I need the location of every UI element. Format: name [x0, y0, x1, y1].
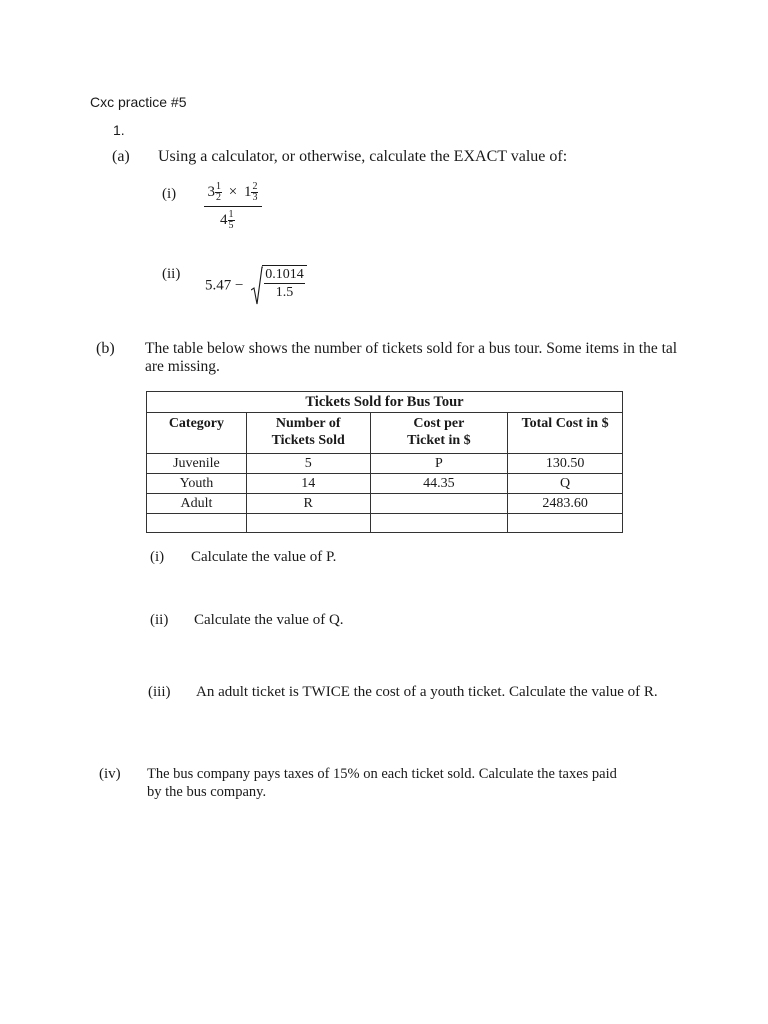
cell-category: Youth — [147, 474, 247, 494]
cell-number: 14 — [246, 474, 370, 494]
mixed-number-term1: 3 $\frac{1}{2}$ — [207, 181, 222, 203]
document-title: Cxc practice #5 — [90, 94, 187, 110]
tickets-table — [146, 391, 623, 533]
radicand-denominator: 1.5 — [275, 285, 294, 300]
table-row-empty — [147, 514, 623, 533]
cell-total: Q — [508, 474, 623, 494]
cell-cost: 44.35 — [370, 474, 508, 494]
cell-cost — [370, 494, 508, 514]
part-b-iii-text: An adult ticket is TWICE the cost of a youth ticket. Calculate the value of R. — [196, 684, 658, 700]
table-row — [147, 474, 623, 494]
part-a-instruction: Using a calculator, or otherwise, calculate the EXACT value of: — [158, 148, 568, 165]
times-sign: × — [228, 184, 238, 200]
header-number-tickets: Number of Tickets Sold — [246, 413, 370, 454]
cell-number: R — [246, 494, 370, 514]
part-b-ii-label: (ii) — [150, 612, 169, 628]
part-a-ii-label: (ii) — [162, 266, 181, 282]
header-cost-per-ticket: Cost per Ticket in $ — [370, 413, 508, 454]
cell-total: 2483.60 — [508, 494, 623, 514]
square-root-expression: 5.47 − $\frac{0.1014}{1.5}$ — [205, 266, 307, 306]
cell-number: 5 — [246, 454, 370, 474]
part-b-iv-text-line2: by the bus company. — [147, 784, 267, 800]
part-b-ii-text: Calculate the value of Q. — [194, 612, 344, 628]
cell-total: 130.50 — [508, 454, 623, 474]
part-b-i-label: (i) — [150, 549, 165, 565]
part-b-iv-text-line1: The bus company pays taxes of 15% on each ticket sold. Calculate the taxes paid — [147, 766, 617, 782]
cell-category: Adult — [147, 494, 247, 514]
header-total-cost: Total Cost in $ — [508, 413, 623, 454]
part-b-iii-label: (iii) — [148, 684, 171, 700]
compound-fraction-expression — [204, 182, 262, 231]
mixed-number-term2: 1 $\frac{2}{3}$ — [243, 181, 258, 203]
part-b-iv-label: (iv) — [99, 766, 121, 782]
part-b-i-text: Calculate the value of P. — [191, 549, 337, 565]
part-b-intro-line1: The table below shows the number of tickets sold for a bus tour. Some items in the tal — [145, 340, 678, 357]
part-a-label: (a) — [112, 148, 130, 165]
table-caption: Tickets Sold for Bus Tour — [147, 392, 623, 413]
part-b-intro-line2: are missing. — [145, 358, 220, 375]
header-category: Category — [147, 413, 247, 454]
part-a-i-label: (i) — [162, 186, 177, 202]
radicand-numerator: 0.1014 — [265, 267, 304, 282]
part-b-label: (b) — [96, 340, 115, 357]
cell-category: Juvenile — [147, 454, 247, 474]
table-row — [147, 454, 623, 474]
cell-cost: P — [370, 454, 508, 474]
table-row — [147, 494, 623, 514]
question-number: 1. — [113, 122, 125, 138]
mixed-number-denominator: 4 $\frac{1}{5}$ — [220, 209, 234, 231]
